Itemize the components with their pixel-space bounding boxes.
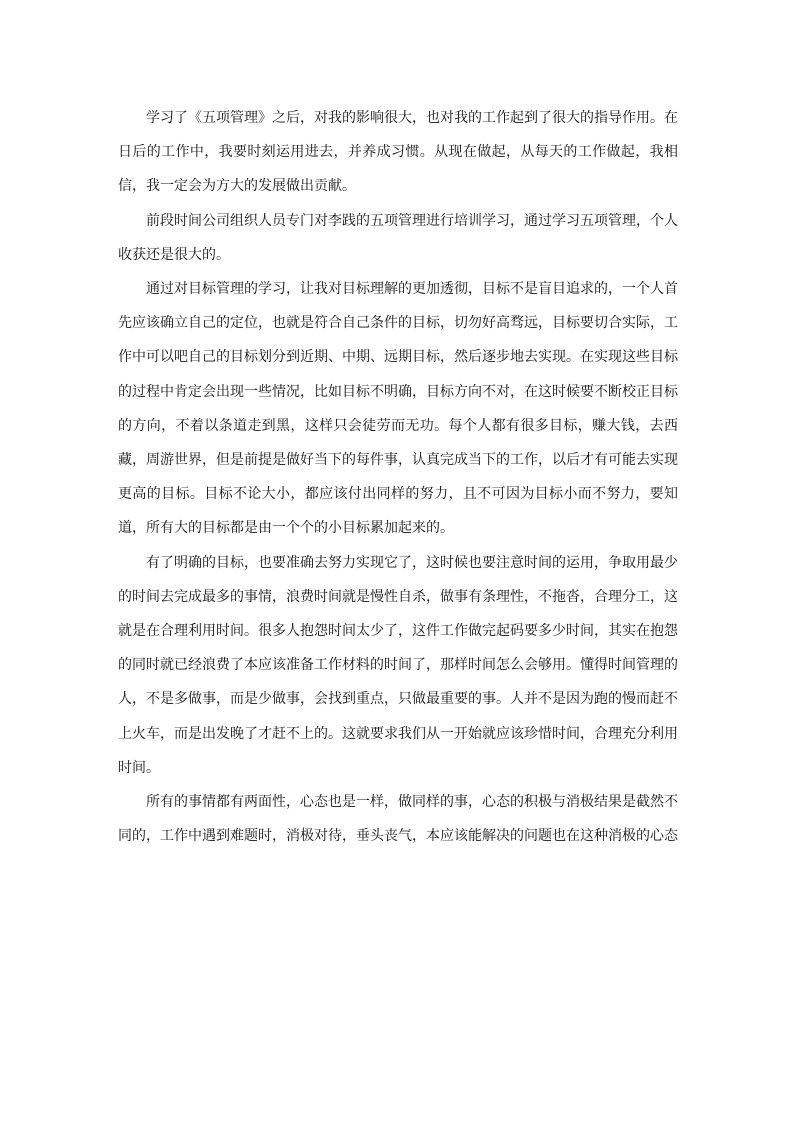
- paragraph-3: 通过对目标管理的学习，让我对目标理解的更加透彻，目标不是盲目追求的，一个人首先应该确立自己的定位，也就是符合自己条件的目标，切勿好高骛远，目标要切合实际，工作中可以吧自己的目标划分到近期、中期、远期目标，然后逐步地去实现。在实现这些目标的过程中肯定会出现一些情况，比如目标不明确，目标方向不对，在这时候要不断校正目标的方向，不着以条道走到黑，这样只会徒劳而无功。每个人都有很多目标，赚大钱，去西藏，周游世界，但是前提是做好当下的每件事，认真完成当下的工作，以后才有可能去实现更高的目标。目标不论大小，都应该付出同样的努力，且不可因为目标小而不努力，要知道，所有大的目标都是由一个个的小目标累加起来的。: [118, 281, 678, 537]
- document-body: [118, 101, 678, 853]
- paragraph-1: 学习了《五项管理》之后，对我的影响很大，也对我的工作起到了很大的指导作用。在日后的工作中，我要时刻运用进去，并养成习惯。从现在做起，从每天的工作做起，我相信，我一定会为方大的发展做出贡献。: [118, 110, 678, 195]
- paragraph-2: 前段时间公司组织人员专门对李践的五项管理进行培训学习，通过学习五项管理，个人收获还是很大的。: [118, 212, 678, 263]
- paragraph-5: 所有的事情都有两面性，心态也是一样，做同样的事，心态的积极与消极结果是截然不同的，工作中遇到难题时，消极对待，垂头丧气，本应该能解决的问题也在这种消极的心态: [118, 794, 678, 845]
- paragraph-4: 有了明确的目标，也要准确去努力实现它了，这时候也要注意时间的运用，争取用最少的时间去完成最多的事情，浪费时间就是慢性自杀，做事有条理性，不拖沓，合理分工，这就是在合理利用时间。很多人抱怨时间太少了，这件工作做完起码要多少时间，其实在抱怨的同时就已经浪费了本应该准备工作材料的时间了，那样时间怎么会够用。懂得时间管理的人，不是多做事，而是少做事，会找到重点，只做最重要的事。人并不是因为跑的慢而赶不上火车，而是出发晚了才赶不上的。这就要求我们从一开始就应该珍惜时间，合理充分利用时间。: [118, 554, 678, 776]
